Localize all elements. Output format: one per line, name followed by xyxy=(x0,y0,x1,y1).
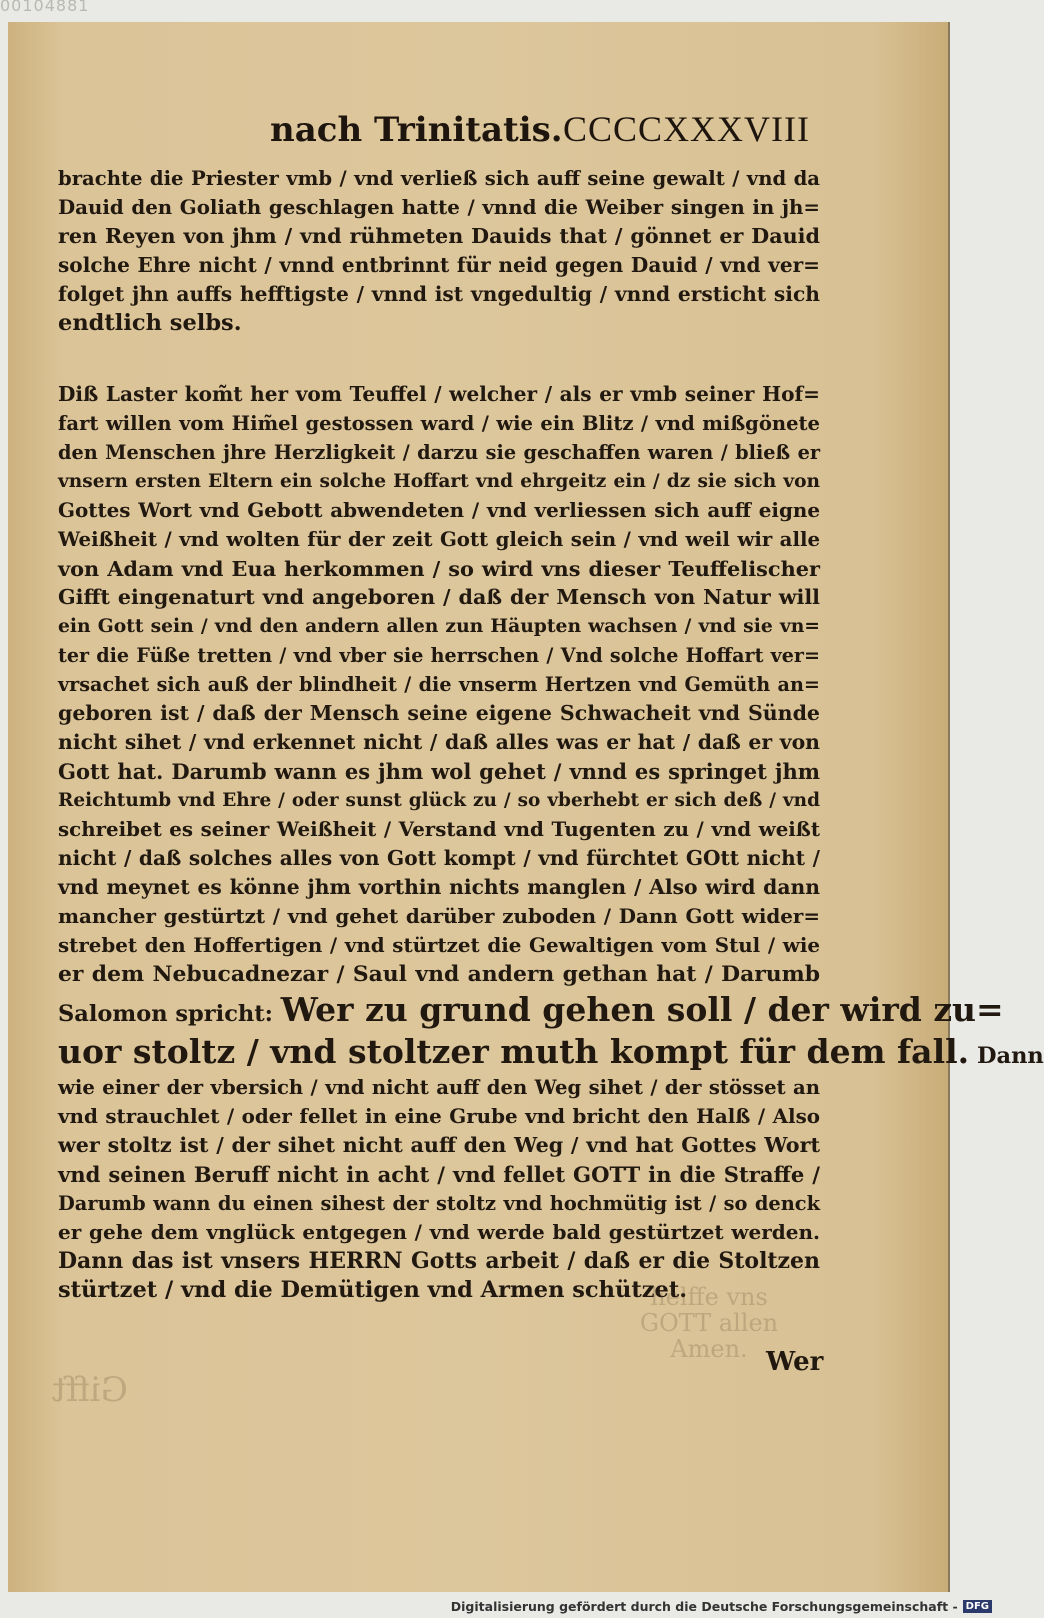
text-line: den Menschen jhre Herzligkeit / darzu sie geschaffen waren / bließ er xyxy=(58,441,820,464)
text-line: Darumb wann du einen sihest der stoltz vnd hochmütig ist / so denck xyxy=(58,1192,820,1215)
text-line: brachte die Priester vmb / vnd verließ sich auff seine gewalt / vnd da xyxy=(58,167,820,190)
running-header xyxy=(270,108,810,150)
text-line: nicht sihet / vnd erkennet nicht / daß alles was er hat / daß er von xyxy=(58,730,820,754)
text-line: vnsern ersten Eltern ein solche Hoffart vnd ehrgeitz ein / dz sie sich von xyxy=(58,471,820,492)
text-line: ter die Füße tretten / vnd vber sie herrschen / Vnd solche Hoffart ver= xyxy=(58,644,820,667)
text-line: fart willen vom Him̃el gestossen ward / wie ein Blitz / vnd mißgönete xyxy=(58,412,820,435)
text-line: nicht / daß solches alles von Gott kompt / vnd fürchtet GOtt nicht / xyxy=(58,846,820,870)
text-line: ein Gott sein / vnd den andern allen zun Häupten wachsen / vnd sie vn= xyxy=(58,615,820,637)
paragraph-2 xyxy=(58,380,1044,1305)
text-line: Dann das ist vnsers HERRN Gotts arbeit / daß er die Stoltzen xyxy=(58,1248,820,1274)
text-line: strebet den Hoffertigen / vnd stürtzet die Gewaltigen vom Stul / wie xyxy=(58,933,820,957)
text-line: vnd strauchlet / oder fellet in eine Grube vnd bricht den Halß / Also xyxy=(58,1104,820,1128)
folio-number: CCCCXXXVIII xyxy=(562,109,810,149)
quote-line xyxy=(58,1031,1044,1073)
catchword: Wer xyxy=(766,1347,824,1377)
text-line: vnd meynet es könne jhm vorthin nichts manglen / Also wird dann xyxy=(58,875,820,899)
funding-credit: Digitalisierung gefördert durch die Deutsche Forschungsgemeinschaft - xyxy=(450,1599,958,1614)
text-line: Gott hat. Darumb wann es jhm wol gehet / vnnd es springet jhm xyxy=(58,759,820,784)
text-line: geboren ist / daß der Mensch seine eigene Schwacheit vnd Sünde xyxy=(58,701,820,725)
text-line: er gehe dem vnglück entgegen / vnd werde bald gestürtzet werden. xyxy=(58,1220,820,1244)
text-line: Weißheit / vnd wolten für der zeit Gott gleich sein / vnd weil wir alle xyxy=(58,527,820,551)
text-line: wie einer der vbersich / vnd nicht auff den Weg sihet / der stösset an xyxy=(58,1076,820,1099)
text-line: von Adam vnd Eua herkommen / so wird vns dieser Teuffelischer xyxy=(58,556,820,581)
text-line: wer stoltz ist / der sihet nicht auff den Weg / vnd hat Gottes Wort xyxy=(58,1133,820,1157)
text-line: er dem Nebucadnezar / Saul vnd andern gethan hat / Darumb xyxy=(58,961,820,987)
scan-id: 00104881 xyxy=(0,0,90,15)
quote-tail: Dann xyxy=(969,1043,1044,1069)
text-line: vnd seinen Beruff nicht in acht / vnd fellet GOTT in die Straffe / xyxy=(58,1162,820,1187)
bleed-through-line: Amen. xyxy=(670,1335,748,1363)
dfg-logo: DFG xyxy=(963,1600,992,1613)
text-line: solche Ehre nicht / vnnd entbrinnt für neid gegen Dauid / vnd ver= xyxy=(58,253,820,277)
text-line: ren Reyen von jhm / vnd rühmeten Dauids that / gönnet er Dauid xyxy=(58,224,820,248)
text-line: Diß Laster kom̃t her vom Teuffel / welcher / als er vmb seiner Hof= xyxy=(58,382,820,406)
text-line: schreibet es seiner Weißheit / Verstand vnd Tugenten zu / vnd weißt xyxy=(58,817,820,841)
text-line: folget jhn auffs hefftigste / vnnd ist vngedultig / vnnd ersticht sich xyxy=(58,282,820,306)
text-line: endtlich selbs. xyxy=(58,310,242,336)
quote-line xyxy=(58,989,1004,1031)
text-line: Gifft eingenaturt vnd angeboren / daß der Mensch von Natur will xyxy=(58,585,820,609)
text-line: stürtzet / vnd die Demütigen vnd Armen schützet. xyxy=(58,1277,688,1303)
book-page xyxy=(8,22,1044,1592)
text-line: Gottes Wort vnd Gebott abwendeten / vnd verliessen sich auff eigne xyxy=(58,498,820,522)
bible-quote: uor stoltz / vnd stoltzer muth kompt für dem fall. xyxy=(58,1032,970,1071)
bible-quote: Wer zu grund gehen soll / der wird zu= xyxy=(280,990,1004,1029)
text-line: mancher gestürtzt / vnd gehet darüber zuboden / Dann Gott wider= xyxy=(58,904,820,928)
bleed-through-word: Gifft xyxy=(52,1370,128,1410)
quote-lead: Salomon spricht: xyxy=(58,1001,281,1027)
text-line: Reichtumb vnd Ehre / oder sunst glück zu / so vberhebt er sich deß / vnd xyxy=(58,790,820,811)
paragraph-1 xyxy=(58,164,820,338)
text-line: vrsachet sich auß der blindheit / die vnserm Hertzen vnd Gemüth an= xyxy=(58,673,820,696)
running-title: nach Trinitatis. xyxy=(270,110,563,150)
text-line: Dauid den Goliath geschlagen hatte / vnnd die Weiber singen in jh= xyxy=(58,195,820,219)
footer-bar xyxy=(0,1595,1000,1618)
bleed-through-line: helffe vns GOTT allen xyxy=(639,1283,779,1337)
